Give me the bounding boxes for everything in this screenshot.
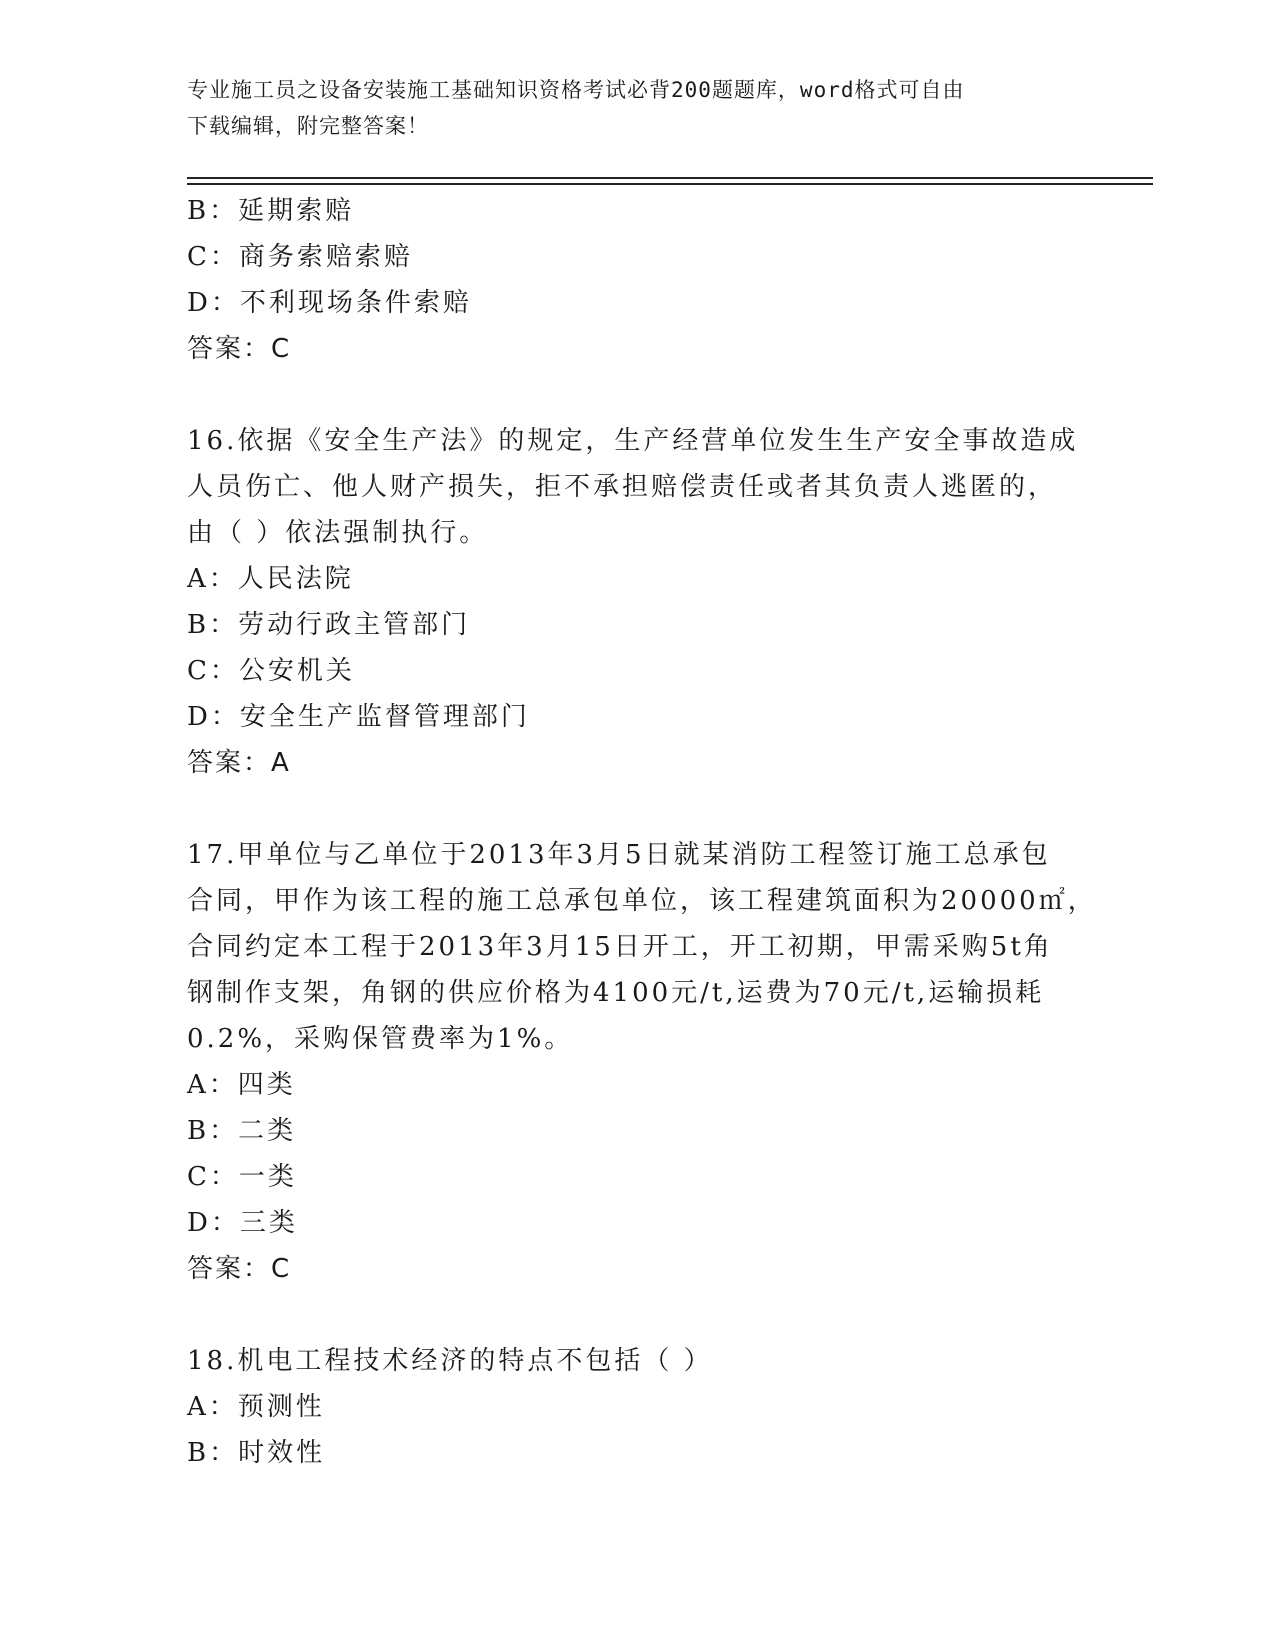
header-divider-bottom	[187, 183, 1153, 185]
spacer	[187, 786, 1087, 832]
option-d: D：三类	[187, 1208, 298, 1238]
question-text-line-5: 0.2%，采购保管费率为1%。	[187, 1024, 574, 1054]
option-b: B：时效性	[187, 1438, 326, 1468]
option-a: A：人民法院	[187, 564, 354, 594]
option-a: A：预测性	[187, 1392, 325, 1422]
spacer	[187, 372, 1087, 418]
answer: 答案：A	[187, 748, 291, 778]
option-c: C：公安机关	[187, 656, 355, 686]
question-text-line-3: 由（ ）依法强制执行。	[187, 518, 489, 548]
header-divider-top	[187, 177, 1153, 179]
spacer	[187, 1292, 1087, 1338]
question-list	[187, 188, 1097, 1476]
option-b: B：劳动行政主管部门	[187, 610, 471, 640]
option-d: D：不利现场条件索赔	[187, 288, 472, 318]
option-b: B：二类	[187, 1116, 297, 1146]
option-b: B：延期索赔	[187, 196, 355, 226]
option-a: A：四类	[187, 1070, 296, 1100]
header-line-1: 专业施工员之设备安装施工基础知识资格考试必背200题题库，word格式可自由	[187, 78, 965, 102]
answer: 答案：C	[187, 334, 292, 364]
document-header	[187, 72, 1067, 144]
question-15	[187, 188, 1087, 372]
question-text-line-2: 人员伤亡、他人财产损失，拒不承担赔偿责任或者其负责人逃匿的，	[187, 472, 1058, 502]
question-text-line-4: 钢制作支架，角钢的供应价格为4100元/t,运费为70元/t,运输损耗	[187, 978, 1045, 1008]
option-c: C：商务索赔索赔	[187, 242, 413, 272]
option-c: C：一类	[187, 1162, 297, 1192]
question-16	[187, 418, 1087, 786]
answer: 答案：C	[187, 1254, 292, 1284]
question-18	[187, 1338, 1087, 1476]
question-text-line-1: 16.依据《安全生产法》的规定，生产经营单位发生生产安全事故造成	[187, 426, 1079, 456]
header-line-2: 下载编辑，附完整答案！	[187, 114, 429, 138]
question-text-line-1: 18.机电工程技术经济的特点不包括（ ）	[187, 1346, 713, 1376]
option-d: D：安全生产监督管理部门	[187, 702, 530, 732]
question-17	[187, 832, 1097, 1292]
question-text-line-2: 合同，甲作为该工程的施工总承包单位，该工程建筑面积为20000㎡，	[187, 886, 1097, 916]
question-text-line-3: 合同约定本工程于2013年3月15日开工，开工初期，甲需采购5t角	[187, 932, 1053, 962]
question-text-line-1: 17.甲单位与乙单位于2013年3月5日就某消防工程签订施工总承包	[187, 840, 1051, 870]
